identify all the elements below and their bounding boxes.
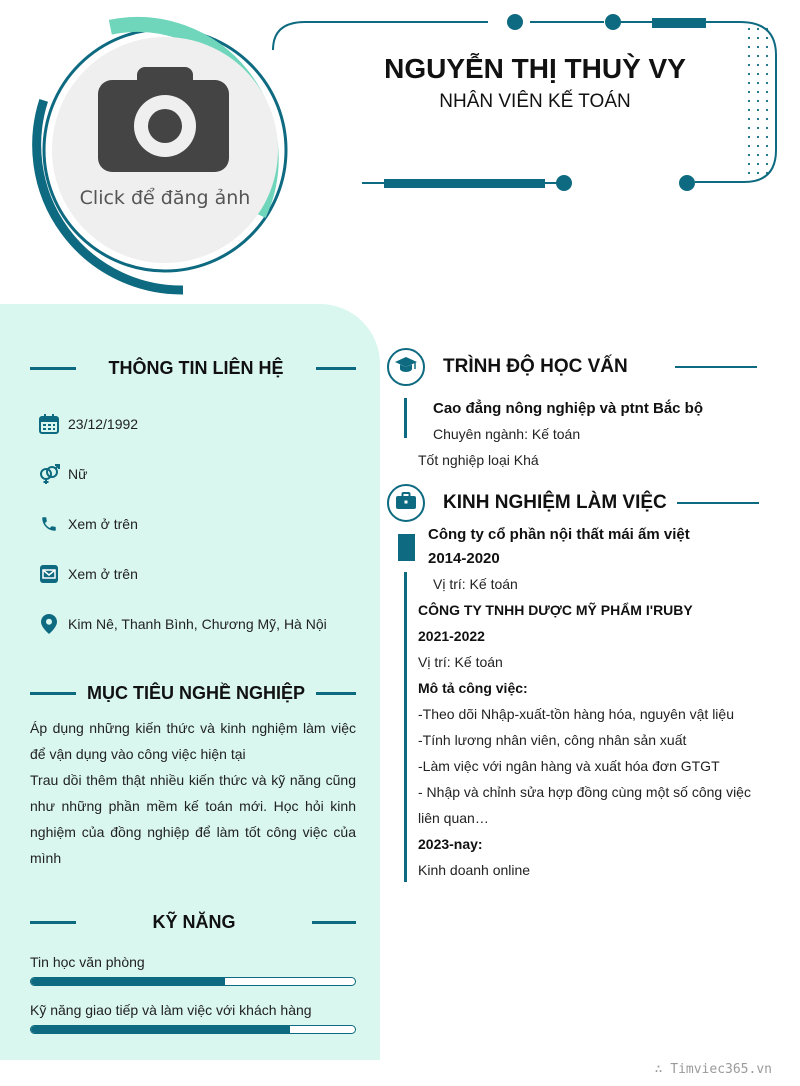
experience-duty: -Tính lương nhân viên, công nhân sản xuất xyxy=(418,732,687,748)
skill-label: Kỹ năng giao tiếp và làm việc với khách hàng xyxy=(30,1002,312,1018)
header-frame xyxy=(273,22,488,50)
contact-address-value: Kim Nê, Thanh Bình, Chương Mỹ, Hà Nội xyxy=(68,616,327,632)
skill-label: Tin học văn phòng xyxy=(30,954,145,970)
contact-email-value: Xem ở trên xyxy=(68,566,138,582)
experience-icon-circle xyxy=(387,484,425,522)
education-school: Cao đẳng nông nghiệp và ptnt Bắc bộ xyxy=(433,400,703,417)
experience-period-1: 2014-2020 xyxy=(428,550,500,567)
experience-duty: -Làm việc với ngân hàng và xuất hóa đơn GTGT xyxy=(418,758,720,774)
education-heading xyxy=(387,348,757,386)
education-grade: Tốt nghiệp loại Khá xyxy=(418,452,539,468)
contact-heading-title: THÔNG TIN LIÊN HỆ xyxy=(108,358,284,378)
experience-position-1: Vị trí: Kế toán xyxy=(433,576,518,592)
calendar-icon xyxy=(38,413,60,435)
experience-heading-title: KINH NGHIỆM LÀM VIỆC xyxy=(443,492,667,513)
experience-duty: - Nhập và chỉnh sửa hợp đồng cùng một số công việc xyxy=(418,784,751,800)
experience-duty: -Theo dõi Nhập-xuất-tồn hàng hóa, nguyên vật liệu xyxy=(418,706,734,722)
skills-heading xyxy=(30,912,356,933)
gender-icon xyxy=(38,463,60,485)
contact-email xyxy=(38,563,138,585)
experience-marker xyxy=(398,534,415,561)
experience-period-3: 2023-nay: xyxy=(418,836,483,852)
contact-birthdate xyxy=(38,413,138,435)
briefcase-icon xyxy=(396,492,416,515)
experience-period-2: 2021-2022 xyxy=(418,628,485,644)
email-icon xyxy=(38,563,60,585)
contact-birthdate-value: 23/12/1992 xyxy=(68,416,139,432)
skill-bar xyxy=(30,977,356,986)
experience-duty: liên quan… xyxy=(418,810,489,826)
profile-photo-upload[interactable] xyxy=(52,37,278,263)
experience-company-2: CÔNG TY TNHH DƯỢC MỸ PHẨM I'RUBY xyxy=(418,602,693,618)
skills-heading-title: KỸ NĂNG xyxy=(152,912,236,932)
education-heading-title: TRÌNH ĐỘ HỌC VẤN xyxy=(443,356,628,377)
experience-heading xyxy=(387,484,759,522)
education-timeline-bar xyxy=(404,398,407,438)
location-pin-icon xyxy=(38,613,60,635)
contact-phone-value: Xem ở trên xyxy=(68,516,138,532)
experience-role-3: Kinh doanh online xyxy=(418,862,531,878)
experience-company-1: Công ty cổ phần nội thất mái ấm việt xyxy=(428,526,690,543)
watermark: ∴ Timviec365.vn xyxy=(654,1062,772,1077)
skill-bar xyxy=(30,1025,356,1034)
objective-paragraph: Áp dụng những kiến thức và kinh nghiệm làm việc để vận dụng vào công việc hiện tại xyxy=(30,720,356,762)
education-major: Chuyên ngành: Kế toán xyxy=(433,426,581,442)
experience-timeline-bar xyxy=(404,572,407,882)
contact-gender xyxy=(38,463,87,485)
objective-text xyxy=(30,715,356,871)
contact-address xyxy=(38,613,327,635)
contact-heading xyxy=(30,358,356,379)
education-icon-circle xyxy=(387,348,425,386)
skill-bar-fill xyxy=(31,1026,290,1033)
objective-heading xyxy=(30,683,356,704)
objective-heading-title: MỤC TIÊU NGHỀ NGHIỆP xyxy=(86,683,305,703)
candidate-name: NGUYỄN THỊ THUỲ VY xyxy=(384,53,686,84)
contact-gender-value: Nữ xyxy=(68,466,88,482)
photo-upload-label[interactable]: Click để đăng ảnh xyxy=(79,187,251,209)
experience-desc-label: Mô tả công việc: xyxy=(418,680,528,696)
contact-phone xyxy=(38,513,138,535)
objective-paragraph: Trau dồi thêm thật nhiều kiến thức và kỹ năng cũng như những phần mềm kế toán mới. Học hỏi kinh nghiệm của đồng nghiệp để làm tốt công việc của mình xyxy=(30,772,356,866)
candidate-title: NHÂN VIÊN KẾ TOÁN xyxy=(439,91,631,112)
dotted-pattern xyxy=(744,26,774,178)
skill-bar-fill xyxy=(31,978,225,985)
experience-position-2: Vị trí: Kế toán xyxy=(418,654,503,670)
phone-icon xyxy=(38,513,60,535)
camera-lens-inner-icon xyxy=(148,109,182,143)
graduation-cap-icon xyxy=(395,356,417,379)
